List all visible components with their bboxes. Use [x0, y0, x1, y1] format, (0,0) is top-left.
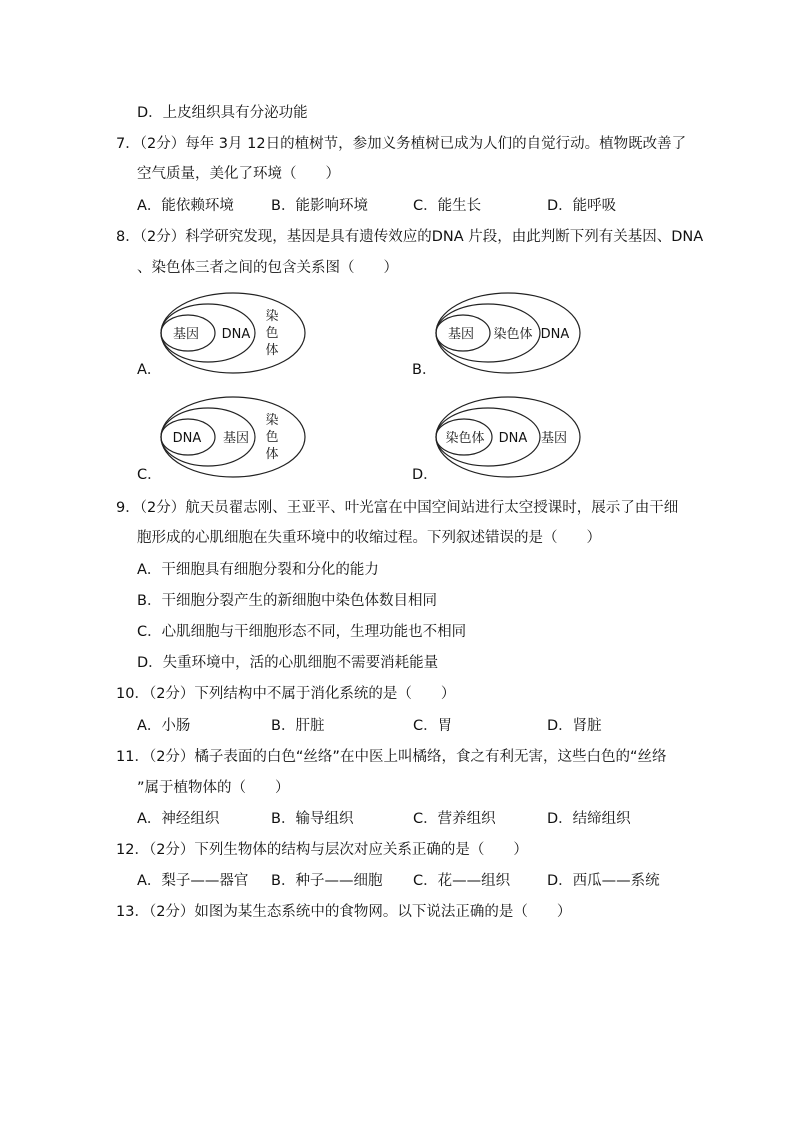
- q8-d-outer-label: 基因: [540, 431, 568, 446]
- q8-stem-line1: 8．（2分）科学研究发现，基因是具有遗传效应的DNA 片段，由此判断下列有关基因、DNA: [116, 229, 704, 245]
- q8-option-b-letter: B．: [412, 362, 437, 378]
- q8-diagram-c: [158, 394, 308, 480]
- q9-stem-line2: 胞形成的心肌细胞在失重环境中的收缩过程。下列叙述错误的是（ ）: [137, 530, 601, 546]
- q7-stem-line1: 7．（2分）每年 3月 12日的植树节，参加义务植树已成为人们的自觉行动。植物既改善了: [116, 136, 687, 152]
- q8-diagram-a: [158, 290, 308, 376]
- q8-diagram-d: [433, 394, 583, 480]
- q9-option-b: B．干细胞分裂产生的新细胞中染色体数目相同: [137, 593, 437, 609]
- q12-option-a: A．梨子——器官: [137, 873, 249, 889]
- q11-option-d: D．结缔组织: [547, 811, 631, 827]
- q7-option-c: C．能生长: [413, 198, 482, 214]
- q8-c-outer-char-2: 色: [265, 430, 279, 445]
- q10-option-a: A．小肠: [137, 718, 191, 734]
- q9-stem-line1: 9．（2分）航天员翟志刚、王亚平、叶光富在中国空间站进行太空授课时，展示了由干细: [116, 500, 679, 516]
- q12-option-c: C．花——组织: [413, 873, 511, 889]
- q11-stem-line2: ”属于植物体的（ ）: [137, 780, 290, 796]
- q7-option-b: B．能影响环境: [271, 198, 368, 214]
- q6-option-d: D．上皮组织具有分泌功能: [137, 105, 308, 121]
- q7-stem-line2: 空气质量，美化了环境（ ）: [137, 166, 340, 182]
- q8-stem-line2: 、染色体三者之间的包含关系图（ ）: [137, 260, 398, 276]
- q8-option-c-letter: C．: [137, 467, 162, 483]
- q8-c-inner-label: DNA: [172, 431, 202, 446]
- q8-a-outer-char-2: 色: [265, 326, 279, 341]
- q10-option-d: D．肾脏: [547, 718, 602, 734]
- q10-option-c: C．胃: [413, 718, 453, 734]
- q12-option-b: B．种子——细胞: [271, 873, 383, 889]
- q7-option-a: A．能依赖环境: [137, 198, 234, 214]
- q8-a-middle-label: DNA: [221, 327, 251, 342]
- q8-b-outer-label: DNA: [540, 327, 570, 342]
- q8-a-outer-char-1: 染: [265, 309, 279, 324]
- q8-c-outer-char-3: 体: [265, 447, 279, 462]
- q8-b-inner-label: 基因: [447, 327, 475, 342]
- q11-option-a: A．神经组织: [137, 811, 220, 827]
- q9-option-a: A．干细胞具有细胞分裂和分化的能力: [137, 562, 379, 578]
- q11-option-b: B．输导组织: [271, 811, 354, 827]
- q8-d-middle-label: DNA: [498, 431, 528, 446]
- q7-option-d: D．能呼吸: [547, 198, 617, 214]
- q12-option-d: D．西瓜——系统: [547, 873, 660, 889]
- q9-option-d: D．失重环境中，活的心肌细胞不需要消耗能量: [137, 655, 439, 671]
- q10-stem-line1: 10．（2分）下列结构中不属于消化系统的是（ ）: [116, 686, 456, 702]
- q11-stem-line1: 11．（2分）橘子表面的白色“丝络”在中医上叫橘络，食之有利无害，这些白色的“丝络: [116, 749, 667, 765]
- q10-option-b: B．肝脏: [271, 718, 325, 734]
- q12-stem-line1: 12．（2分）下列生物体的结构与层次对应关系正确的是（ ）: [116, 842, 528, 858]
- q8-option-a-letter: A．: [137, 362, 162, 378]
- q8-diagram-b: [433, 290, 583, 376]
- q8-option-d-letter: D．: [412, 467, 438, 483]
- q8-c-outer-char-1: 染: [265, 413, 279, 428]
- q8-c-middle-label: 基因: [222, 431, 250, 446]
- q9-option-c: C．心肌细胞与干细胞形态不同，生理功能也不相同: [137, 624, 467, 640]
- q8-b-middle-label: 染色体: [493, 327, 533, 342]
- q8-d-inner-label: 染色体: [445, 431, 485, 446]
- q13-stem-line1: 13．（2分）如图为某生态系统中的食物网。以下说法正确的是（ ）: [116, 904, 572, 920]
- q11-option-c: C．营养组织: [413, 811, 496, 827]
- q8-a-inner-label: 基因: [172, 327, 200, 342]
- q8-a-outer-char-3: 体: [265, 343, 279, 358]
